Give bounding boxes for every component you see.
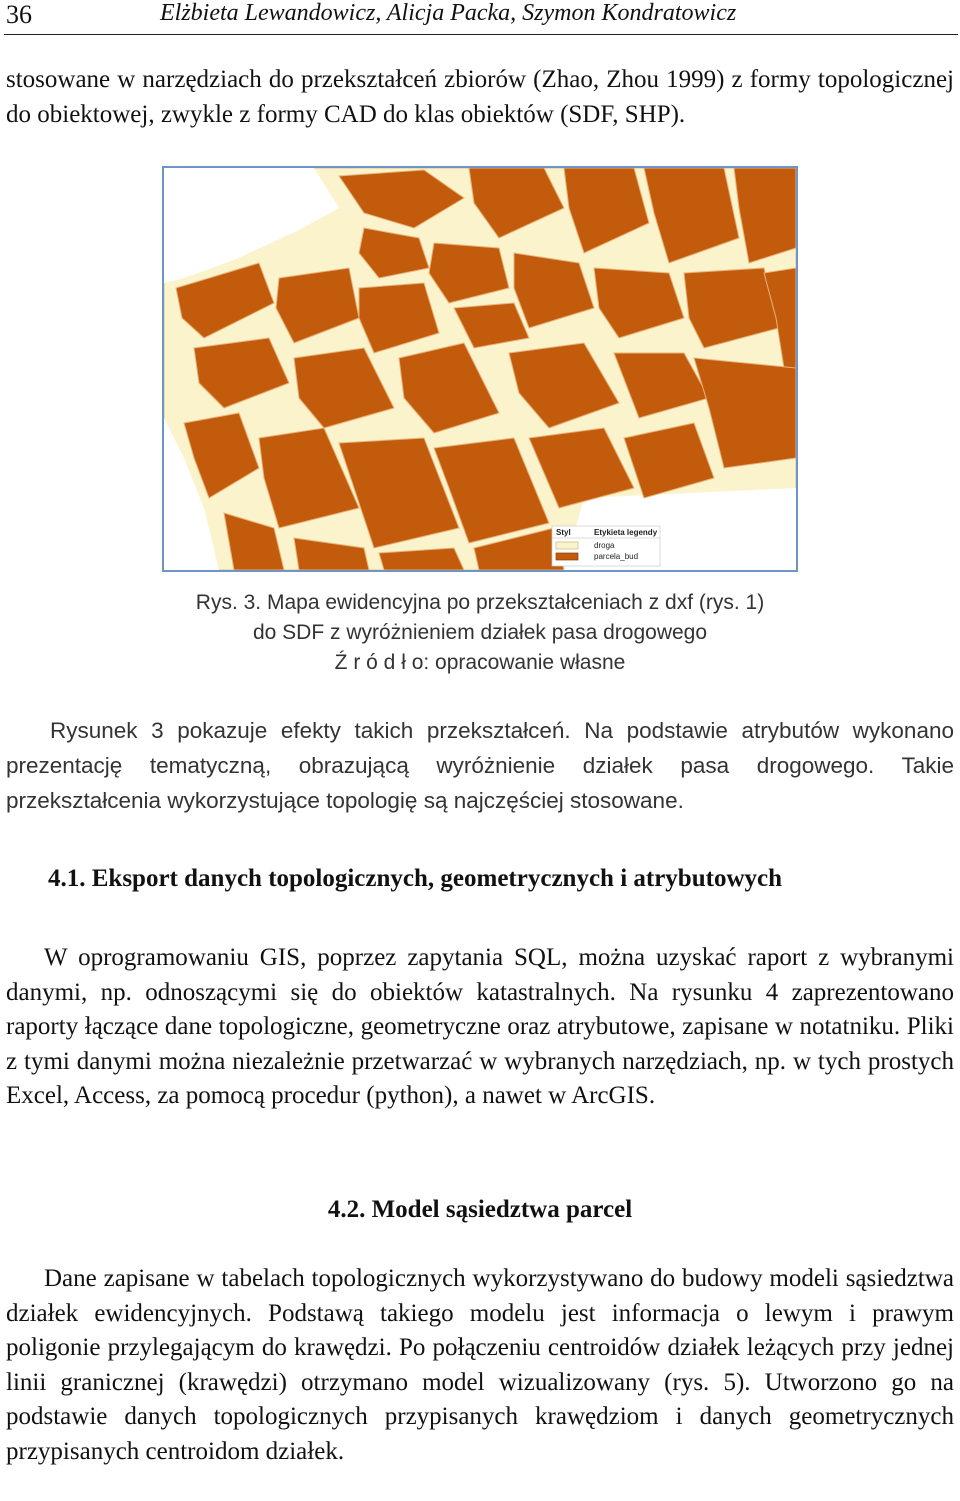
section-heading-4-1: 4.1. Eksport danych topologicznych, geometrycznych i atrybutowych: [48, 865, 782, 892]
map-legend: [552, 526, 660, 566]
running-title-authors: Elżbieta Lewandowicz, Alicja Packa, Szymon Kondratowicz: [160, 0, 737, 26]
section-4-1-paragraph: W oprogramowaniu GIS, poprzez zapytania SQL, można uzyskać raport z wybranymi danymi, np. odnoszącymi się do obiektów katastralnych. Na rysunku 4 zaprezentowano raporty łączące dane topologiczne, geometryczne oraz atrybutowe, zapisane w notatniku. Pliki z tymi danymi można niezależnie przetwarzać w wybranych narzędziach, np. w tych prostych Excel, Access, za pomocą procedur (python), a nawet w ArcGIS.: [6, 944, 954, 1110]
page-number: 36: [6, 0, 32, 29]
section-4-2-paragraph: Dane zapisane w tabelach topologicznych wykorzystywano do budowy modeli sąsiedztwa działek ewidencyjnych. Podstawą takiego modelu jest informacja o lewym i prawym poligonie przylegającym do krawędzi. Po połączeniu centroidów działek leżących przy jednej linii granicznej (krawędzi) otrzymano model wizualizowany (rys. 5). Utworzono go na podstawie danych topologicznych przypisanych krawędziom i danych geometrycznych przypisanych centroidom działek.: [6, 1265, 954, 1465]
legend-label-road: droga: [594, 541, 615, 550]
header-rule: [4, 34, 958, 35]
legend-swatch-parcel: [556, 553, 578, 560]
running-header: [0, 0, 960, 34]
legend-label-parcel: parcela_bud: [594, 552, 639, 561]
legend-header-style: Styl: [556, 528, 571, 537]
section-heading-4-2: 4.2. Model sąsiedztwa parcel: [327, 1196, 633, 1223]
intro-paragraph: stosowane w narzędziach do przekształceń zbiorów (Zhao, Zhou 1999) z formy topologicznej do obiektowej, zwykle z formy CAD do klas obiektów (SDF, SHP).: [6, 66, 954, 128]
parcel-map: [164, 168, 796, 570]
figure-caption-line2: do SDF z wyróżnieniem działek pasa drogowego: [252, 621, 708, 644]
map-figure: [162, 166, 798, 572]
legend-header-label: Etykieta legendy: [594, 528, 658, 537]
figure-caption-line1: Rys. 3. Mapa ewidencyjna po przekształceniach z dxf (rys. 1): [195, 591, 765, 614]
figure-source: Ź r ó d ł o: opracowanie własne: [334, 651, 626, 674]
paragraph-rys3: Rysunek 3 pokazuje efekty takich przekształceń. Na podstawie atrybutów wykonano prezentację tematyczną, obrazującą wyróżnienie działek pasa drogowego. Takie przekształcenia wykorzystujące topologię są najczęściej stosowane.: [6, 718, 954, 813]
legend-swatch-road: [556, 542, 578, 549]
